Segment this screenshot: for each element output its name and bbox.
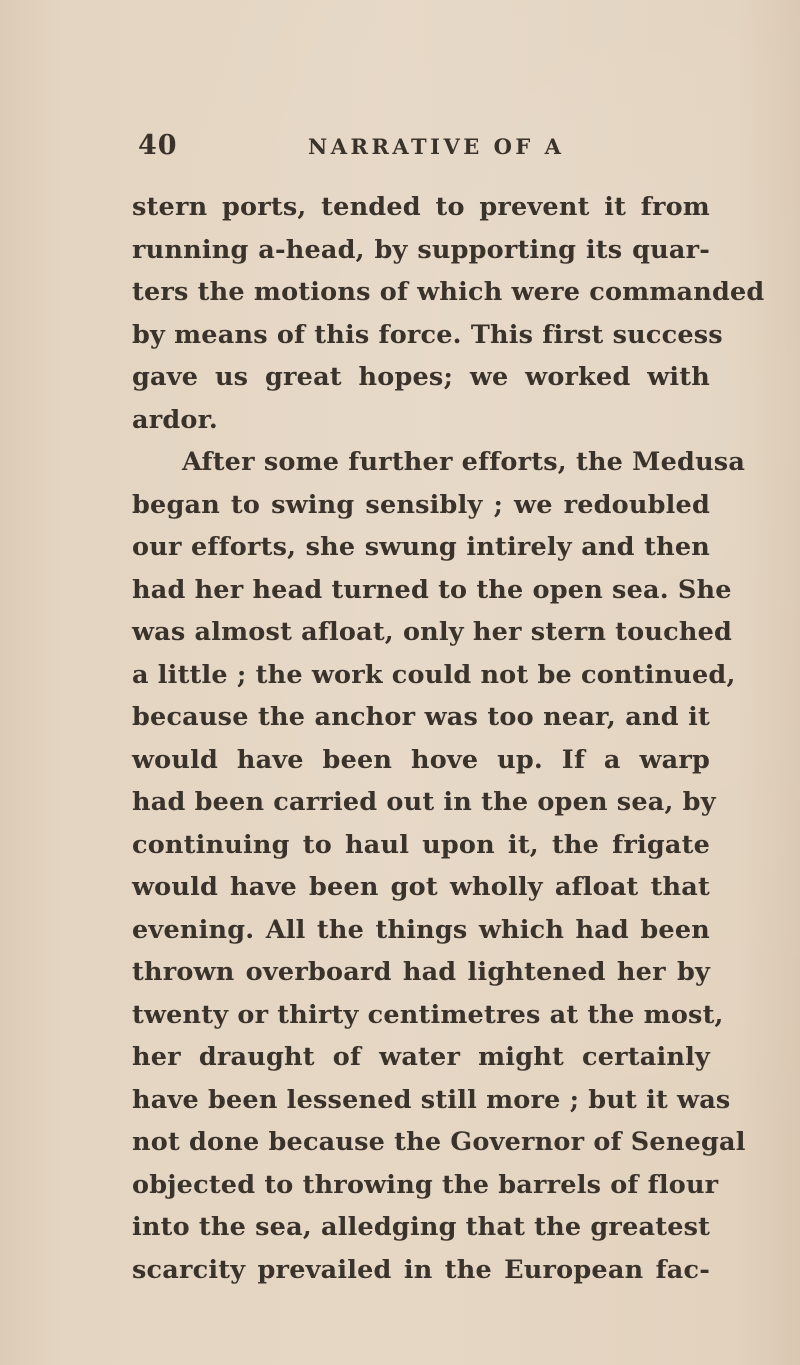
running-head: NARRATIVE OF A <box>308 134 565 159</box>
text-line: by means of this force. This first success <box>132 319 723 350</box>
text-line: objected to throwing the barrels of flour <box>132 1169 719 1200</box>
text-line: stern ports, tended to prevent it from <box>132 192 710 222</box>
text-line: into the sea, alledging that the greatest <box>132 1212 711 1242</box>
text-line: had her head turned to the open sea. She <box>132 574 732 605</box>
page-header <box>0 126 800 166</box>
text-line: gave us great hopes; we worked with <box>132 362 710 392</box>
text-line: was almost afloat, only her stern touched <box>132 617 733 647</box>
text-line: not done because the Governor of Senegal <box>132 1127 746 1157</box>
text-line: continuing to haul upon it, the frigate <box>132 829 710 860</box>
text-line: evening. All the things which had been <box>132 914 710 945</box>
text-line: have been lessened still more ; but it was <box>132 1084 731 1115</box>
text-line: her draught of water might certainly <box>132 1042 710 1072</box>
text-line: would have been hove up. If a warp <box>132 744 710 775</box>
text-line: ardor. <box>132 404 218 435</box>
text-line: twenty or thirty centimetres at the most, <box>132 999 724 1030</box>
text-line: running a-head, by supporting its quar- <box>132 234 710 265</box>
text-line: thrown overboard had lightened her by <box>132 957 710 987</box>
text-line: a little ; the work could not be continued, <box>132 659 736 690</box>
text-line: would have been got wholly afloat that <box>132 872 710 902</box>
text-line: After some further efforts, the Medusa <box>182 447 746 477</box>
body-text <box>132 186 765 1291</box>
text-line: because the anchor was too near, and it <box>132 702 710 732</box>
text-line: ters the motions of which were commanded <box>132 277 765 307</box>
text-line: scarcity prevailed in the European fac- <box>132 1254 710 1285</box>
text-line: began to swing sensibly ; we redoubled <box>132 489 710 520</box>
page-number: 40 <box>138 130 178 161</box>
text-line: had been carried out in the open sea, by <box>132 787 716 817</box>
text-line: our efforts, she swung intirely and then <box>132 532 710 562</box>
